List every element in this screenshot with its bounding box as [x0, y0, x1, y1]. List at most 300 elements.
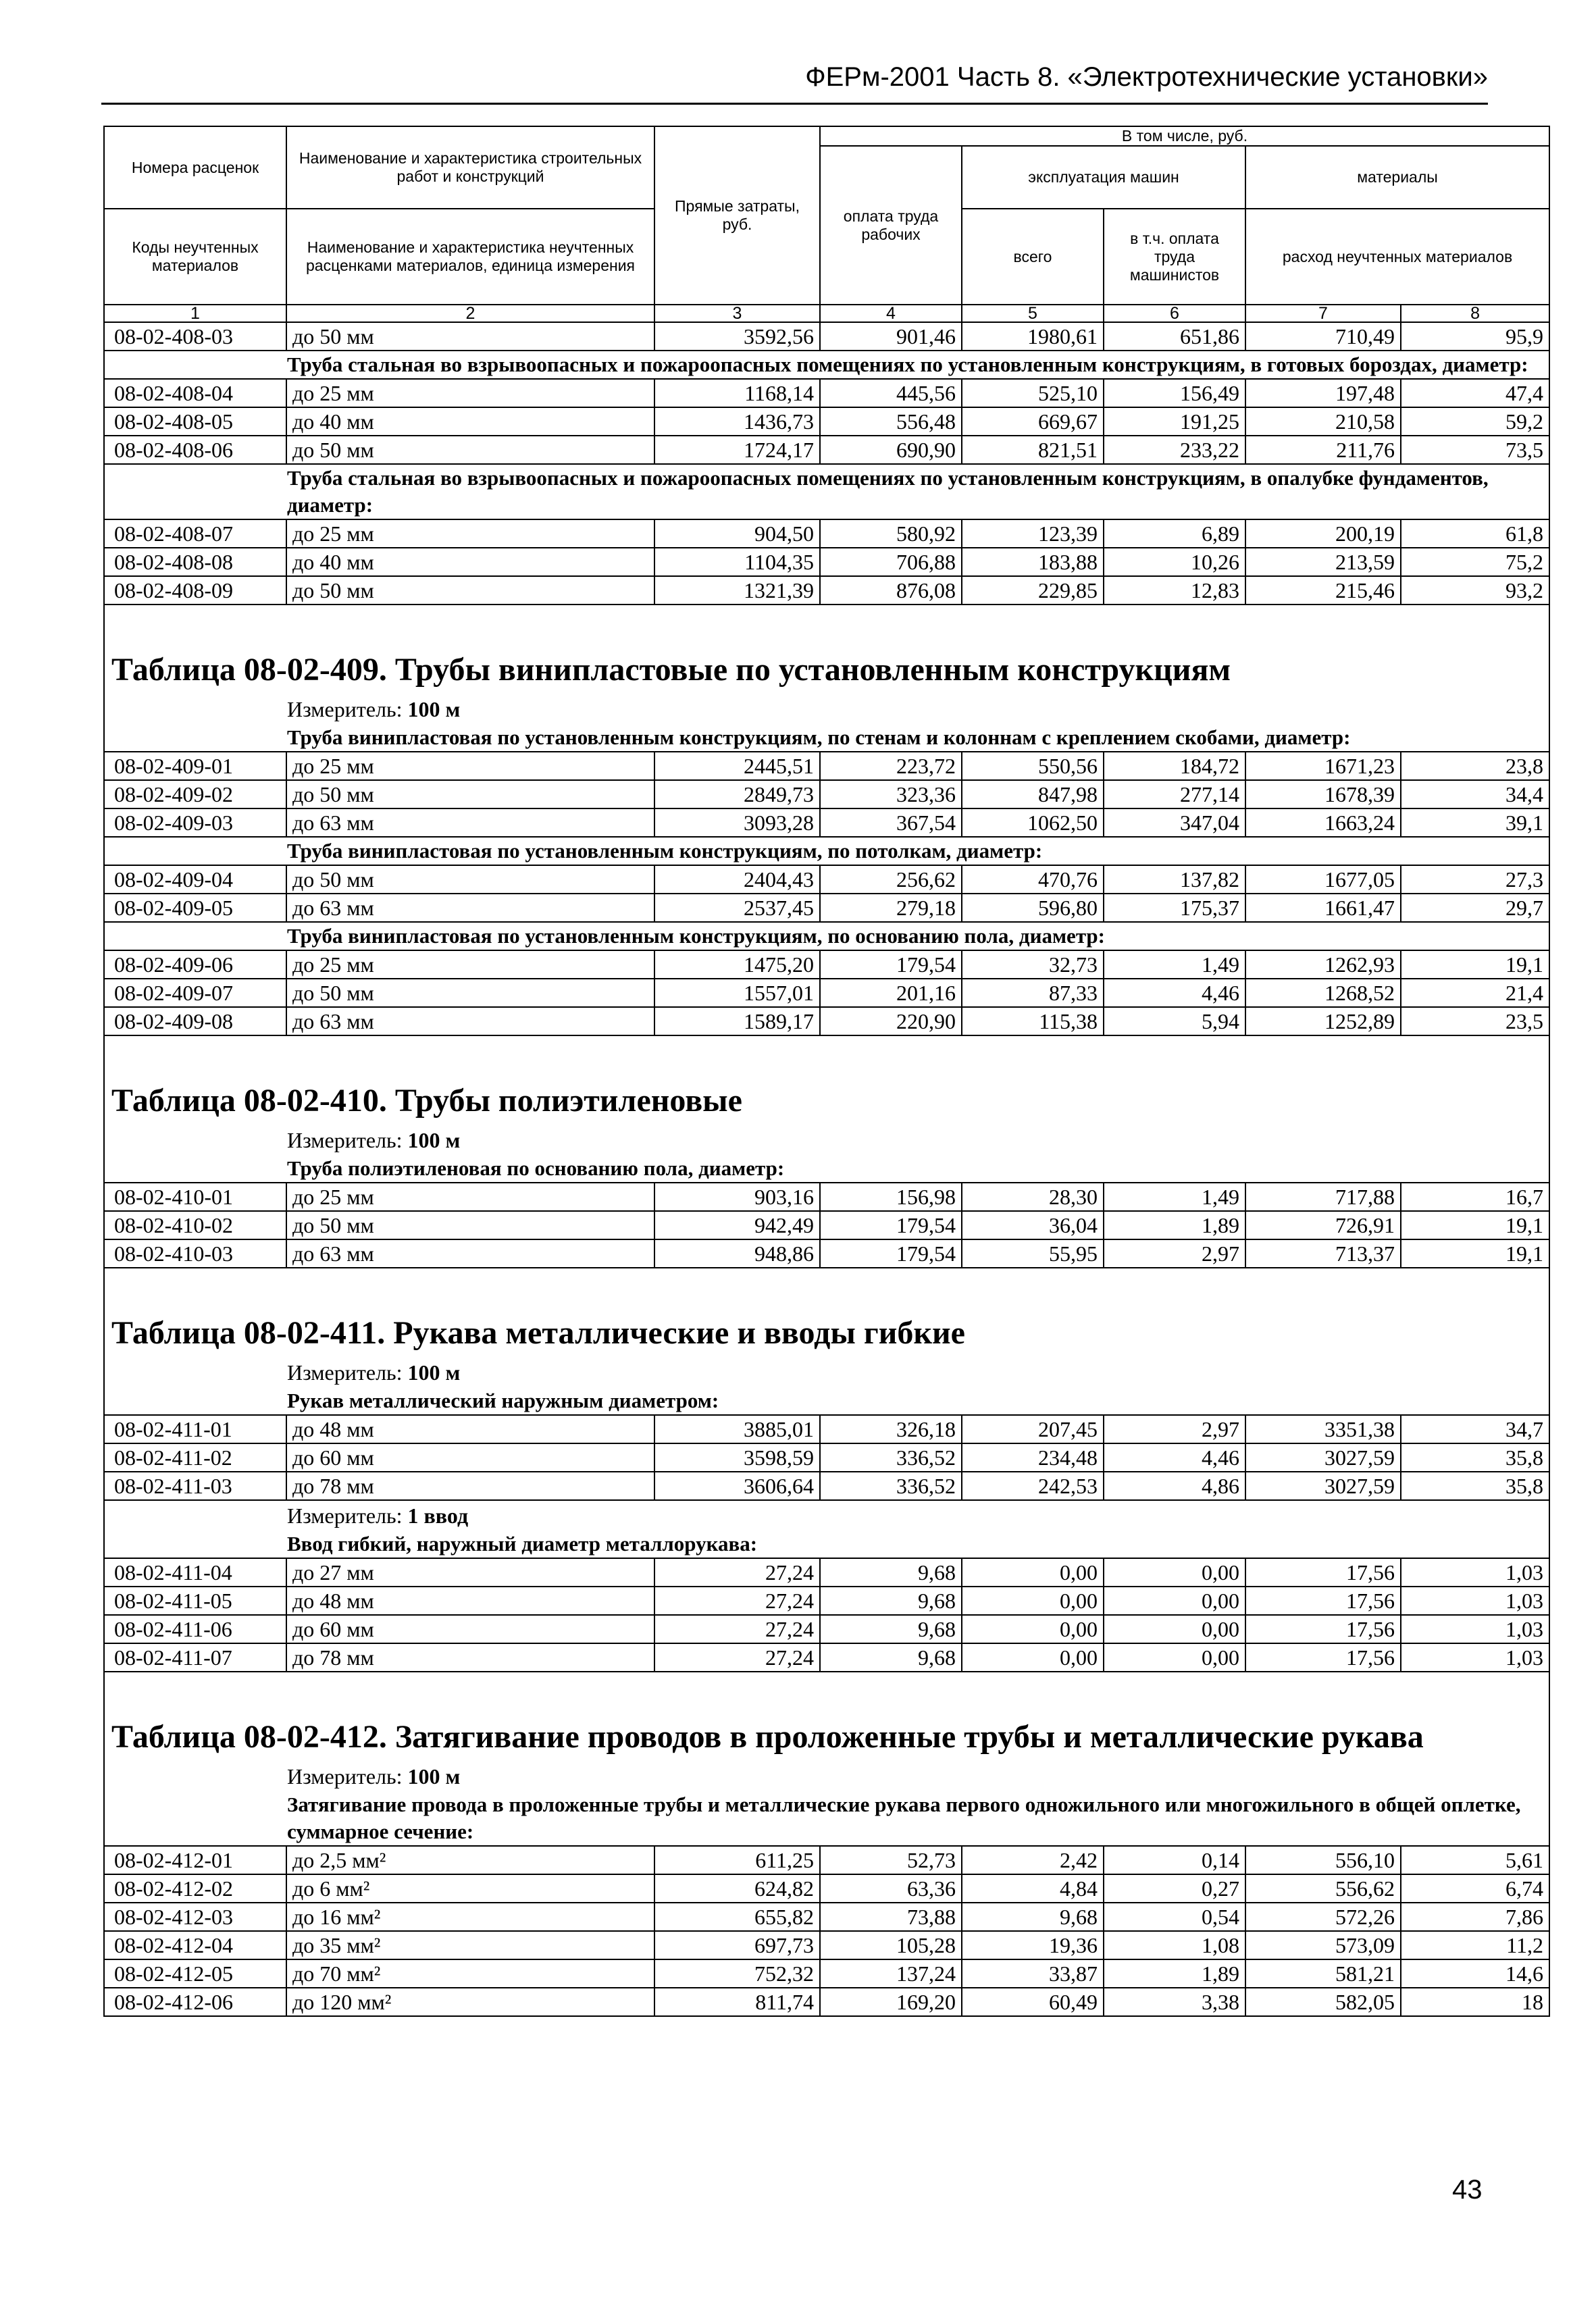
measure-label: Измеритель:: [287, 1764, 403, 1789]
rate-value: 336,52: [820, 1443, 962, 1472]
rate-value: 326,18: [820, 1415, 962, 1443]
rate-code: 08-02-409-04: [104, 865, 286, 894]
rate-name: до 25 мм: [286, 379, 654, 407]
table-caption: Таблица 08-02-412. Затягивание проводов в проложенные трубы и металлические рукава: [104, 1713, 1549, 1762]
rate-value: 596,80: [962, 894, 1104, 922]
rate-name: до 48 мм: [286, 1587, 654, 1615]
rate-value: 39,1: [1401, 808, 1549, 837]
measure-value: 100 м: [407, 1128, 461, 1152]
rate-code: 08-02-412-02: [104, 1874, 286, 1903]
rate-value: 123,39: [962, 519, 1104, 548]
table-row: [104, 1988, 1549, 2016]
table-row: [104, 865, 1549, 894]
rate-value: 213,59: [1245, 548, 1401, 576]
rate-value: 582,05: [1245, 1988, 1401, 2016]
rate-name: до 78 мм: [286, 1472, 654, 1500]
column-index: 4: [820, 305, 962, 322]
rate-value: 179,54: [820, 950, 962, 979]
rate-name: до 63 мм: [286, 1239, 654, 1268]
section-title: Затягивание провода в проложенные трубы и металлические рукава первого одножильного или многожильного в общей оплетке, суммарное сечение:: [104, 1791, 1549, 1846]
rate-name: до 35 мм²: [286, 1931, 654, 1959]
rate-value: 33,87: [962, 1959, 1104, 1988]
rate-value: 1671,23: [1245, 752, 1401, 780]
table-row: [104, 752, 1549, 780]
rate-value: 19,1: [1401, 1211, 1549, 1239]
table-row: [104, 1415, 1549, 1443]
table-row: [104, 519, 1549, 548]
rate-value: 2,97: [1104, 1239, 1245, 1268]
rate-value: 3592,56: [654, 322, 820, 351]
rate-value: 710,49: [1245, 322, 1401, 351]
rate-value: 1678,39: [1245, 780, 1401, 808]
rate-value: 2404,43: [654, 865, 820, 894]
rate-value: 23,5: [1401, 1007, 1549, 1035]
rate-value: 1262,93: [1245, 950, 1401, 979]
rate-value: 1677,05: [1245, 865, 1401, 894]
rate-value: 1,03: [1401, 1587, 1549, 1615]
col-code-top: Номера расценок: [104, 126, 286, 209]
rate-code: 08-02-412-03: [104, 1903, 286, 1931]
rate-value: 52,73: [820, 1846, 962, 1874]
rate-name: до 40 мм: [286, 548, 654, 576]
section-title: Труба стальная во взрывоопасных и пожароопасных помещениях по установленным конструкциям, в опалубке фундаментов, диаметр:: [104, 464, 1549, 519]
rate-value: 17,56: [1245, 1558, 1401, 1587]
rate-value: 34,7: [1401, 1415, 1549, 1443]
rate-code: 08-02-408-07: [104, 519, 286, 548]
rate-value: 179,54: [820, 1239, 962, 1268]
rate-value: 137,82: [1104, 865, 1245, 894]
rate-name: до 50 мм: [286, 436, 654, 464]
rate-value: 0,00: [962, 1615, 1104, 1643]
col-machines: эксплуатация машин: [962, 146, 1245, 209]
rate-value: 821,51: [962, 436, 1104, 464]
rate-value: 35,8: [1401, 1443, 1549, 1472]
rate-code: 08-02-408-03: [104, 322, 286, 351]
rate-value: 32,73: [962, 950, 1104, 979]
rate-value: 279,18: [820, 894, 962, 922]
column-index: 2: [286, 305, 654, 322]
rate-name: до 50 мм: [286, 576, 654, 605]
rate-value: 556,48: [820, 407, 962, 436]
table-row: [104, 322, 1549, 351]
rate-value: 201,16: [820, 979, 962, 1007]
rate-value: 10,26: [1104, 548, 1245, 576]
section-title: Труба винипластовая по установленным конструкциям, по основанию пола, диаметр:: [104, 922, 1549, 950]
rate-value: 1104,35: [654, 548, 820, 576]
rate-value: 1,49: [1104, 1183, 1245, 1211]
col-machines-total: всего: [962, 209, 1104, 305]
measure-unit: [104, 694, 1549, 724]
rate-value: 23,8: [1401, 752, 1549, 780]
rate-value: 713,37: [1245, 1239, 1401, 1268]
rate-name: до 50 мм: [286, 780, 654, 808]
document-title: ФЕРм-2001 Часть 8. «Электротехнические установки»: [805, 62, 1488, 92]
rate-value: 21,4: [1401, 979, 1549, 1007]
rate-name: до 50 мм: [286, 865, 654, 894]
rate-value: 3351,38: [1245, 1415, 1401, 1443]
rate-value: 27,24: [654, 1615, 820, 1643]
rate-value: 63,36: [820, 1874, 962, 1903]
rate-value: 904,50: [654, 519, 820, 548]
table-row: [104, 950, 1549, 979]
rate-code: 08-02-411-01: [104, 1415, 286, 1443]
measure-unit: [104, 1125, 1549, 1155]
rate-value: 17,56: [1245, 1615, 1401, 1643]
rate-value: 59,2: [1401, 407, 1549, 436]
rate-value: 183,88: [962, 548, 1104, 576]
measure-value: 1 ввод: [407, 1503, 469, 1528]
rate-value: 1,89: [1104, 1211, 1245, 1239]
measure-label: Измеритель:: [287, 1503, 403, 1528]
rate-value: 1,03: [1401, 1558, 1549, 1587]
rate-value: 191,25: [1104, 407, 1245, 436]
rate-value: 175,37: [1104, 894, 1245, 922]
rate-value: 9,68: [962, 1903, 1104, 1931]
table-gap: [104, 1035, 1549, 1077]
rate-value: 14,6: [1401, 1959, 1549, 1988]
rate-code: 08-02-411-07: [104, 1643, 286, 1672]
rate-value: 706,88: [820, 548, 962, 576]
column-index-row: [104, 305, 1549, 322]
measure-unit: [104, 1762, 1549, 1791]
rate-name: до 60 мм: [286, 1443, 654, 1472]
table-header: [104, 126, 1549, 322]
rate-value: 36,04: [962, 1211, 1104, 1239]
rate-value: 1062,50: [962, 808, 1104, 837]
rate-code: 08-02-411-03: [104, 1472, 286, 1500]
col-name-top: Наименование и характеристика строительных работ и конструкций: [286, 126, 654, 209]
rate-code: 08-02-410-01: [104, 1183, 286, 1211]
rate-value: 1557,01: [654, 979, 820, 1007]
table-row: [104, 1558, 1549, 1587]
rate-code: 08-02-408-04: [104, 379, 286, 407]
rate-value: 19,1: [1401, 950, 1549, 979]
column-index: 1: [104, 305, 286, 322]
rate-name: до 48 мм: [286, 1415, 654, 1443]
rate-value: 367,54: [820, 808, 962, 837]
rate-value: 73,88: [820, 1903, 962, 1931]
column-index: 5: [962, 305, 1104, 322]
rate-value: 0,00: [1104, 1587, 1245, 1615]
table-row: [104, 1615, 1549, 1643]
rate-value: 27,24: [654, 1643, 820, 1672]
rate-value: 581,21: [1245, 1959, 1401, 1988]
rate-value: 948,86: [654, 1239, 820, 1268]
rate-name: до 2,5 мм²: [286, 1846, 654, 1874]
rate-value: 4,46: [1104, 979, 1245, 1007]
table-row: [104, 1443, 1549, 1472]
rate-value: 61,8: [1401, 519, 1549, 548]
rate-value: 2,97: [1104, 1415, 1245, 1443]
rate-name: до 40 мм: [286, 407, 654, 436]
table-gap: [104, 1268, 1549, 1309]
rate-value: 1168,14: [654, 379, 820, 407]
table-row: [104, 576, 1549, 605]
rate-value: 336,52: [820, 1472, 962, 1500]
measure-label: Измеритель:: [287, 1360, 403, 1385]
rate-value: 6,89: [1104, 519, 1245, 548]
column-index: 3: [654, 305, 820, 322]
table-row: [104, 379, 1549, 407]
column-index: 7: [1245, 305, 1401, 322]
rate-value: 1,49: [1104, 950, 1245, 979]
rate-value: 5,94: [1104, 1007, 1245, 1035]
rate-name: до 120 мм²: [286, 1988, 654, 2016]
rate-code: 08-02-409-06: [104, 950, 286, 979]
rate-value: 4,86: [1104, 1472, 1245, 1500]
rate-value: 3885,01: [654, 1415, 820, 1443]
rate-value: 847,98: [962, 780, 1104, 808]
rate-code: 08-02-408-08: [104, 548, 286, 576]
table-row: [104, 1959, 1549, 1988]
table-row: [104, 1472, 1549, 1500]
col-materials-sub: расход неучтенных материалов: [1245, 209, 1549, 305]
rate-value: 2849,73: [654, 780, 820, 808]
table-caption: Таблица 08-02-411. Рукава металлические и вводы гибкие: [104, 1309, 1549, 1358]
rate-value: 0,00: [962, 1587, 1104, 1615]
rate-code: 08-02-409-01: [104, 752, 286, 780]
measure-label: Измеритель:: [287, 1128, 403, 1152]
rate-value: 1321,39: [654, 576, 820, 605]
rate-name: до 25 мм: [286, 752, 654, 780]
rate-value: 9,68: [820, 1587, 962, 1615]
measure-value: 100 м: [407, 697, 461, 721]
rate-value: 17,56: [1245, 1643, 1401, 1672]
col-name-bottom: Наименование и характеристика неучтенных расценками материалов, единица измерения: [286, 209, 654, 305]
measure-value: 100 м: [407, 1764, 461, 1789]
rate-code: 08-02-411-02: [104, 1443, 286, 1472]
measure-value: 100 м: [407, 1360, 461, 1385]
rate-value: 17,56: [1245, 1587, 1401, 1615]
rate-value: 210,58: [1245, 407, 1401, 436]
rate-value: 2537,45: [654, 894, 820, 922]
rate-value: 1724,17: [654, 436, 820, 464]
rate-value: 1661,47: [1245, 894, 1401, 922]
rate-value: 2,42: [962, 1846, 1104, 1874]
rate-value: 347,04: [1104, 808, 1245, 837]
rate-value: 27,3: [1401, 865, 1549, 894]
rate-name: до 70 мм²: [286, 1959, 654, 1988]
section-title: Рукав металлический наружным диаметром:: [104, 1387, 1549, 1415]
rate-value: 242,53: [962, 1472, 1104, 1500]
table-row: [104, 1239, 1549, 1268]
rate-value: 277,14: [1104, 780, 1245, 808]
rate-code: 08-02-410-03: [104, 1239, 286, 1268]
rate-code: 08-02-412-06: [104, 1988, 286, 2016]
rate-code: 08-02-409-07: [104, 979, 286, 1007]
rate-value: 75,2: [1401, 548, 1549, 576]
rate-value: 624,82: [654, 1874, 820, 1903]
rate-value: 137,24: [820, 1959, 962, 1988]
rate-value: 323,36: [820, 780, 962, 808]
rate-value: 73,5: [1401, 436, 1549, 464]
rate-value: 197,48: [1245, 379, 1401, 407]
section-title: Труба винипластовая по установленным конструкциям, по стенам и колоннам с креплением скобами, диаметр:: [104, 724, 1549, 752]
rate-value: 2445,51: [654, 752, 820, 780]
rate-code: 08-02-411-04: [104, 1558, 286, 1587]
rates-table: [103, 126, 1550, 2017]
rate-value: 156,98: [820, 1183, 962, 1211]
rate-value: 752,32: [654, 1959, 820, 1988]
measure-unit: [104, 1500, 1549, 1531]
rate-value: 200,19: [1245, 519, 1401, 548]
rate-value: 3,38: [1104, 1988, 1245, 2016]
table-row: [104, 1587, 1549, 1615]
rate-code: 08-02-409-08: [104, 1007, 286, 1035]
rate-value: 207,45: [962, 1415, 1104, 1443]
rate-name: до 78 мм: [286, 1643, 654, 1672]
table-gap: [104, 1672, 1549, 1713]
section-title: Ввод гибкий, наружный диаметр металлорукава:: [104, 1531, 1549, 1558]
section-title: Труба винипластовая по установленным конструкциям, по потолкам, диаметр:: [104, 837, 1549, 865]
rate-value: 29,7: [1401, 894, 1549, 922]
rate-value: 697,73: [654, 1931, 820, 1959]
rate-value: 655,82: [654, 1903, 820, 1931]
table-row: [104, 1903, 1549, 1931]
rate-value: 611,25: [654, 1846, 820, 1874]
table-row: [104, 1007, 1549, 1035]
table-row: [104, 894, 1549, 922]
rate-value: 3027,59: [1245, 1472, 1401, 1500]
rate-code: 08-02-408-09: [104, 576, 286, 605]
rate-value: 573,09: [1245, 1931, 1401, 1959]
rate-value: 903,16: [654, 1183, 820, 1211]
rate-value: 3093,28: [654, 808, 820, 837]
rate-value: 11,2: [1401, 1931, 1549, 1959]
rate-name: до 27 мм: [286, 1558, 654, 1587]
table-row: [104, 979, 1549, 1007]
rate-value: 651,86: [1104, 322, 1245, 351]
rate-value: 470,76: [962, 865, 1104, 894]
rate-value: 9,68: [820, 1558, 962, 1587]
rate-value: 55,95: [962, 1239, 1104, 1268]
rate-code: 08-02-412-05: [104, 1959, 286, 1988]
rate-value: 156,49: [1104, 379, 1245, 407]
rate-name: до 63 мм: [286, 894, 654, 922]
rate-value: 169,20: [820, 1988, 962, 2016]
rate-value: 211,76: [1245, 436, 1401, 464]
rate-value: 669,67: [962, 407, 1104, 436]
page-number: 43: [1452, 2175, 1483, 2205]
table-row: [104, 1846, 1549, 1874]
rate-value: 1475,20: [654, 950, 820, 979]
rate-value: 9,68: [820, 1643, 962, 1672]
rate-value: 1252,89: [1245, 1007, 1401, 1035]
rate-value: 34,4: [1401, 780, 1549, 808]
page-header: [101, 62, 1488, 105]
rate-name: до 16 мм²: [286, 1903, 654, 1931]
rate-value: 556,62: [1245, 1874, 1401, 1903]
rate-value: 179,54: [820, 1211, 962, 1239]
rate-value: 234,48: [962, 1443, 1104, 1472]
rate-value: 0,00: [1104, 1615, 1245, 1643]
rate-value: 1589,17: [654, 1007, 820, 1035]
rate-value: 105,28: [820, 1931, 962, 1959]
rate-value: 525,10: [962, 379, 1104, 407]
table-row: [104, 1874, 1549, 1903]
rate-value: 0,54: [1104, 1903, 1245, 1931]
rate-value: 215,46: [1245, 576, 1401, 605]
rate-code: 08-02-408-05: [104, 407, 286, 436]
rate-code: 08-02-409-03: [104, 808, 286, 837]
rate-code: 08-02-410-02: [104, 1211, 286, 1239]
table-body: [104, 322, 1549, 2016]
rate-value: 556,10: [1245, 1846, 1401, 1874]
rate-name: до 63 мм: [286, 808, 654, 837]
rate-name: до 25 мм: [286, 1183, 654, 1211]
rate-name: до 50 мм: [286, 979, 654, 1007]
rate-value: 942,49: [654, 1211, 820, 1239]
table-gap: [104, 605, 1549, 646]
rate-value: 184,72: [1104, 752, 1245, 780]
measure-label: Измеритель:: [287, 697, 403, 721]
rate-value: 9,68: [820, 1615, 962, 1643]
rate-value: 1980,61: [962, 322, 1104, 351]
rate-code: 08-02-411-05: [104, 1587, 286, 1615]
column-index: 8: [1401, 305, 1549, 322]
col-direct: Прямые затраты, руб.: [654, 126, 820, 305]
col-machines-labor: в т.ч. оплата труда машинистов: [1104, 209, 1245, 305]
rate-value: 95,9: [1401, 322, 1549, 351]
rate-value: 0,14: [1104, 1846, 1245, 1874]
rate-value: 580,92: [820, 519, 962, 548]
rate-value: 19,36: [962, 1931, 1104, 1959]
rate-name: до 25 мм: [286, 519, 654, 548]
rate-value: 1,03: [1401, 1615, 1549, 1643]
rate-name: до 25 мм: [286, 950, 654, 979]
rate-value: 229,85: [962, 576, 1104, 605]
rate-code: 08-02-409-02: [104, 780, 286, 808]
rate-value: 1,08: [1104, 1931, 1245, 1959]
rate-value: 115,38: [962, 1007, 1104, 1035]
rate-value: 12,83: [1104, 576, 1245, 605]
rate-value: 876,08: [820, 576, 962, 605]
rate-code: 08-02-411-06: [104, 1615, 286, 1643]
rate-code: 08-02-409-05: [104, 894, 286, 922]
rate-name: до 6 мм²: [286, 1874, 654, 1903]
section-title: Труба стальная во взрывоопасных и пожароопасных помещениях по установленным конструкциям, в готовых бороздах, диаметр:: [104, 351, 1549, 379]
rate-value: 811,74: [654, 1988, 820, 2016]
rate-name: до 50 мм: [286, 322, 654, 351]
table-row: [104, 1931, 1549, 1959]
rate-value: 7,86: [1401, 1903, 1549, 1931]
rate-value: 27,24: [654, 1587, 820, 1615]
rate-value: 19,1: [1401, 1239, 1549, 1268]
table-row: [104, 407, 1549, 436]
rate-value: 256,62: [820, 865, 962, 894]
table-row: [104, 808, 1549, 837]
rate-value: 1,89: [1104, 1959, 1245, 1988]
rate-value: 93,2: [1401, 576, 1549, 605]
table-caption: Таблица 08-02-410. Трубы полиэтиленовые: [104, 1077, 1549, 1125]
rate-value: 0,00: [962, 1558, 1104, 1587]
rate-name: до 60 мм: [286, 1615, 654, 1643]
rate-value: 18: [1401, 1988, 1549, 2016]
rate-value: 6,74: [1401, 1874, 1549, 1903]
table-row: [104, 548, 1549, 576]
table-row: [104, 780, 1549, 808]
rate-value: 35,8: [1401, 1472, 1549, 1500]
col-code-bottom: Коды неучтенных материалов: [104, 209, 286, 305]
rate-code: 08-02-412-04: [104, 1931, 286, 1959]
col-incl: В том числе, руб.: [820, 126, 1549, 146]
rate-value: 87,33: [962, 979, 1104, 1007]
table-row: [104, 436, 1549, 464]
table-row: [104, 1211, 1549, 1239]
rate-code: 08-02-412-01: [104, 1846, 286, 1874]
column-index: 6: [1104, 305, 1245, 322]
rate-value: 1663,24: [1245, 808, 1401, 837]
